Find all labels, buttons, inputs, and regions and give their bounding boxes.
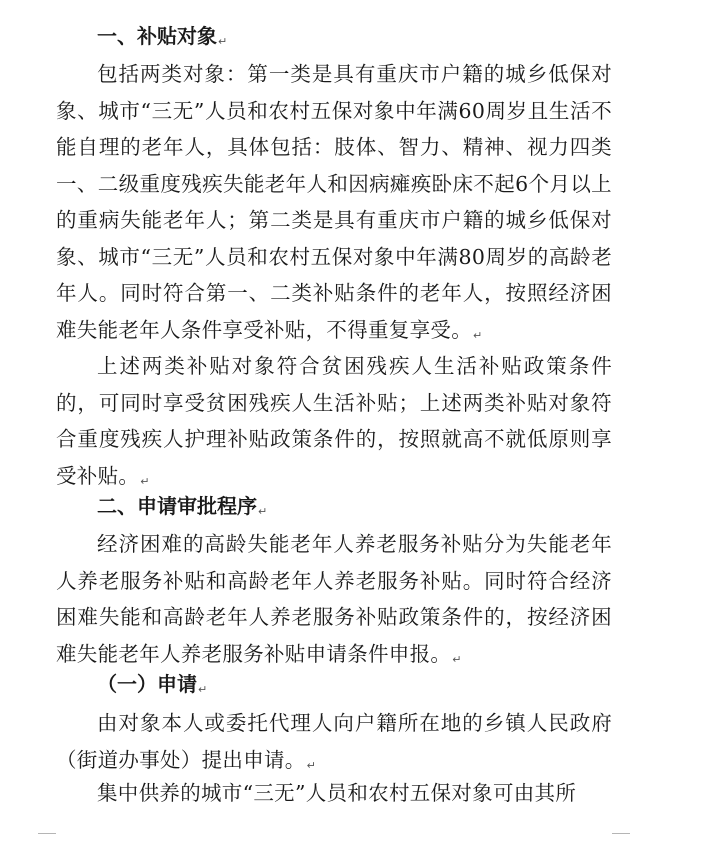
paragraph-text: 集中供养的城市“三无”人员和农村五保对象可由其所 (97, 781, 577, 805)
paragraph-centralized-support[interactable] (56, 775, 612, 812)
paragraph-subsidy-targets[interactable] (56, 56, 612, 354)
paragraph-mark-icon: ↵ (258, 505, 268, 518)
paragraph-text: 上述两类补贴对象符合贫困残疾人生活补贴政策条件的，可同时享受贫困残疾人生活补贴；上述两类补贴对象符合重度残疾人护理补贴政策条件的，按照就高不就低原则享受补贴。 (56, 354, 612, 488)
subheading-application (97, 670, 207, 704)
section-heading-application-procedure (97, 492, 267, 526)
heading-text: 二、申请审批程序 (97, 494, 257, 518)
paragraph-subsidy-types[interactable] (56, 526, 612, 678)
paragraph-mark-icon: ↵ (198, 683, 208, 696)
heading-text: 一、补贴对象 (97, 24, 217, 48)
paragraph-overlapping-subsidies[interactable] (56, 348, 612, 500)
paragraph-mark-icon: ↵ (140, 474, 150, 488)
paragraph-mark-icon: ↵ (218, 35, 228, 48)
paragraph-text: 经济困难的高龄失能老年人养老服务补贴分为失能老年人养老服务补贴和高龄老年人养老服务补贴。同时符合经济困难失能和高龄老年人养老服务补贴政策条件的，按经济困难失能老年人养老服务补贴申请条件申报。 (56, 532, 612, 666)
paragraph-text: 包括两类对象：第一类是具有重庆市户籍的城乡低保对象、城市“三无”人员和农村五保对象中年满60周岁且生活不能自理的老年人，具体包括：肢体、智力、精神、视力四类一、二级重度残疾失能老年人和因病瘫痪卧床不起6个月以上的重病失能老年人；第二类是具有重庆市户籍的城乡低保对象、城市“三无”人员和农村五保对象中年满80周岁的高龄老年人。同时符合第一、二类补贴条件的老年人，按照经济困难失能老年人条件享受补贴，不得重复享受。 (56, 62, 612, 342)
paragraph-text: 由对象本人或委托代理人向户籍所在地的乡镇人民政府（街道办事处）提出申请。 (56, 711, 612, 772)
paragraph-mark-icon: ↵ (473, 328, 483, 342)
paragraph-mark-icon: ↵ (306, 758, 317, 772)
paragraph-apply-process[interactable] (56, 705, 612, 784)
subheading-text: （一）申请 (97, 672, 197, 696)
paragraph-mark-icon: ↵ (452, 652, 462, 666)
section-heading-subsidy-targets (97, 22, 227, 56)
